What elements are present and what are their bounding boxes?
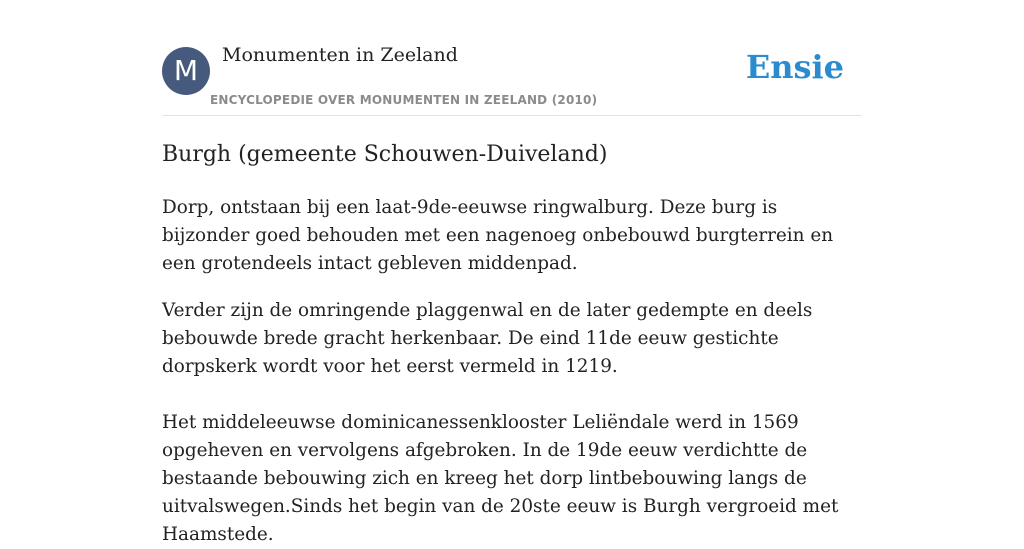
book-title-link[interactable]: Monumenten in Zeeland [222, 44, 458, 66]
article-title: Burgh (gemeente Schouwen-Duiveland) [162, 142, 608, 167]
book-avatar: M [162, 47, 210, 95]
book-subtitle: ENCYCLOPEDIE OVER MONUMENTEN IN ZEELAND (2010) [210, 93, 598, 107]
ensie-logo[interactable]: Ensie [745, 48, 844, 86]
content-column [162, 0, 862, 549]
article-paragraph-1: Dorp, ontstaan bij een laat-9de-eeuwse ringwalburg. Deze burg is bijzonder goed behouden met een nagenoeg onbebouwd burgterrein en een grotendeels intact gebleven middenpad. [162, 197, 834, 274]
book-header [162, 0, 862, 116]
article-paragraph-3: Het middeleeuwse dominicanessenklooster Leliëndale werd in 1569 opgeheven en vervolgens afgebroken. In de 19de eeuw verdichtte de bestaande bebouwing zich en kreeg het dorp lintbebouwing langs de uitvalswegen.Sinds het begin van de 20ste eeuw is Burgh vergroeid met Haamstede. [162, 412, 839, 545]
article-paragraph-2: Verder zijn de omringende plaggenwal en de later gedempte en deels bebouwde brede gracht herkenbaar. De eind 11de eeuw gestichte dorpskerk wordt voor het eerst vermeld in 1219. [162, 300, 813, 377]
